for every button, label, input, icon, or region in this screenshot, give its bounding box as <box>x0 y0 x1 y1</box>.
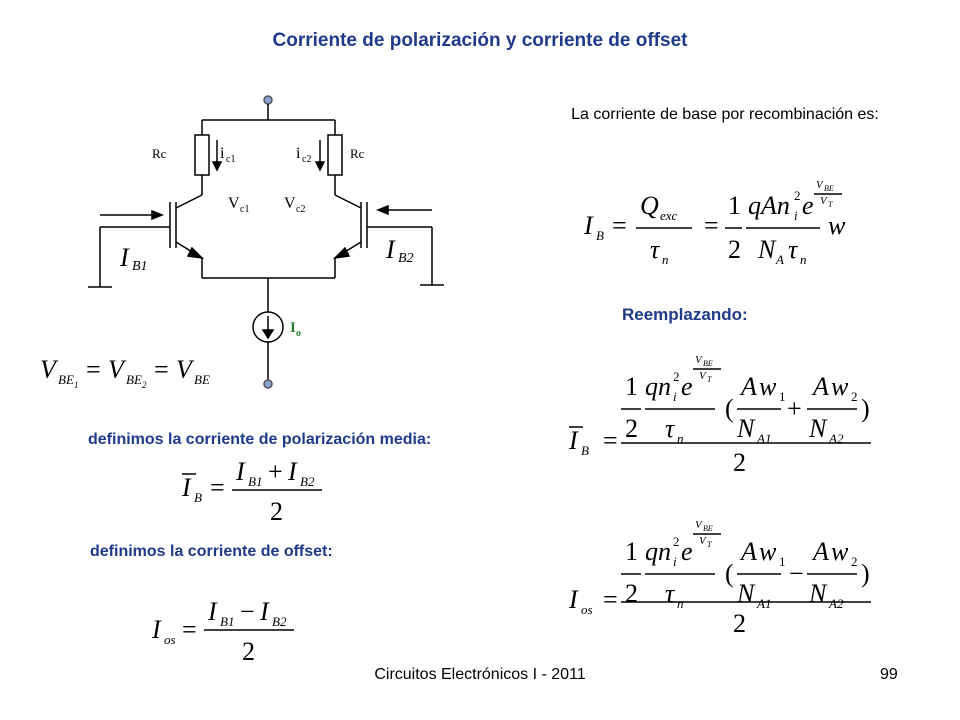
svg-text:V: V <box>699 370 706 382</box>
svg-text:i: i <box>673 554 677 569</box>
svg-text:n: n <box>662 252 669 267</box>
vc1-sub: c1 <box>240 204 250 215</box>
ib1-sub: B1 <box>132 259 148 274</box>
svg-text:N: N <box>758 235 776 264</box>
svg-text:=: = <box>210 473 225 502</box>
reemplazando-label: Reemplazando: <box>622 305 748 324</box>
svg-text:I: I <box>569 585 578 614</box>
ib-recomb-formula <box>580 172 860 268</box>
svg-text:A: A <box>813 372 829 401</box>
svg-text:1: 1 <box>625 537 638 566</box>
svg-text:V: V <box>699 535 706 547</box>
svg-text:2: 2 <box>851 389 858 404</box>
svg-text:e: e <box>681 372 693 401</box>
ib2-label: I <box>386 235 395 264</box>
svg-text:A1: A1 <box>757 431 772 446</box>
svg-text:w: w <box>831 537 849 566</box>
svg-text:2: 2 <box>625 414 638 443</box>
svg-text:2: 2 <box>673 534 680 549</box>
svg-text:2: 2 <box>673 369 680 384</box>
svg-text:2: 2 <box>728 235 741 264</box>
svg-text:=: = <box>603 426 618 455</box>
svg-text:w: w <box>831 372 849 401</box>
svg-text:N: N <box>809 579 827 608</box>
svg-text:2: 2 <box>142 380 147 390</box>
svg-text:A: A <box>741 372 757 401</box>
svg-text:V: V <box>40 355 56 384</box>
svg-text:I: I <box>236 457 245 486</box>
svg-text:): ) <box>861 559 870 588</box>
svg-text:=: = <box>154 355 169 384</box>
svg-text:qn: qn <box>645 537 671 566</box>
svg-text:BE: BE <box>824 184 834 193</box>
svg-text:Q: Q <box>640 191 659 220</box>
svg-text:A2: A2 <box>829 431 844 446</box>
vc2-sub: c2 <box>296 204 306 215</box>
svg-text:−: − <box>789 559 804 588</box>
svg-text:I: I <box>260 597 269 626</box>
svg-text:=: = <box>603 585 618 614</box>
svg-text:os: os <box>581 602 593 617</box>
ib2-sub: B2 <box>398 251 414 266</box>
svg-text:qn: qn <box>645 372 671 401</box>
ic1-sub: c1 <box>226 154 236 165</box>
svg-text:B1: B1 <box>248 474 263 489</box>
svg-text:2: 2 <box>625 579 638 608</box>
svg-text:V: V <box>816 179 823 191</box>
ios-formula <box>150 592 310 664</box>
svg-text:V: V <box>695 354 702 366</box>
footer-course: Circuitos Electrónicos I - 2011 <box>374 666 586 683</box>
svg-text:2: 2 <box>270 497 283 524</box>
svg-text:T: T <box>828 200 833 209</box>
svg-text:=: = <box>182 615 197 644</box>
vcc-terminal <box>264 96 272 104</box>
svg-text:BE: BE <box>194 372 210 387</box>
svg-text:BE: BE <box>126 372 142 387</box>
svg-text:n: n <box>800 252 807 267</box>
recomb-text: La corriente de base por recombinación es: <box>571 106 879 123</box>
svg-text:1: 1 <box>779 389 786 404</box>
svg-text:A: A <box>741 537 757 566</box>
svg-text:B: B <box>596 228 604 243</box>
svg-text:w: w <box>828 211 846 240</box>
svg-text:B: B <box>581 443 589 458</box>
svg-text:I: I <box>152 615 161 644</box>
svg-text:T: T <box>707 375 712 384</box>
svg-text:2: 2 <box>733 609 746 638</box>
svg-text:=: = <box>86 355 101 384</box>
svg-text:V: V <box>820 195 827 207</box>
svg-text:i: i <box>673 389 677 404</box>
svg-text:1: 1 <box>625 372 638 401</box>
vc2-label: V <box>284 195 296 212</box>
svg-text:I: I <box>569 426 578 455</box>
svg-text:2: 2 <box>242 637 255 664</box>
svg-text:BE: BE <box>703 524 713 533</box>
page-title: Corriente de polarización y corriente de offset <box>272 30 688 51</box>
svg-text:BE: BE <box>58 372 74 387</box>
def-offset-label: definimos la corriente de offset: <box>90 543 333 560</box>
svg-text:2: 2 <box>851 554 858 569</box>
svg-text:T: T <box>707 540 712 549</box>
ib-mean-formula <box>178 452 338 524</box>
ios-formula-full <box>565 510 875 640</box>
svg-text:V: V <box>108 355 124 384</box>
vee-terminal <box>264 380 272 388</box>
svg-text:=: = <box>704 211 719 240</box>
svg-text:2: 2 <box>794 188 801 203</box>
svg-text:τ: τ <box>650 235 660 264</box>
svg-text:): ) <box>861 394 870 423</box>
def-media-label: definimos la corriente de polarización media: <box>88 431 432 448</box>
svg-text:exc: exc <box>660 208 678 223</box>
svg-text:τ: τ <box>665 414 675 443</box>
rc-left-label: Rc <box>152 146 167 161</box>
svg-text:−: − <box>240 597 255 626</box>
svg-text:τ: τ <box>788 235 798 264</box>
rc-right-label: Rc <box>350 146 365 161</box>
ic1-label: i <box>220 145 225 162</box>
svg-text:A: A <box>813 537 829 566</box>
svg-text:V: V <box>695 519 702 531</box>
ib1-label: I <box>120 243 129 272</box>
svg-text:B: B <box>194 490 202 505</box>
io-sub: o <box>296 328 301 339</box>
svg-text:I: I <box>584 211 593 240</box>
svg-text:τ: τ <box>665 579 675 608</box>
svg-text:BE: BE <box>703 359 713 368</box>
svg-text:A1: A1 <box>757 596 772 611</box>
svg-text:2: 2 <box>733 448 746 475</box>
svg-text:1: 1 <box>728 191 741 220</box>
svg-text:I: I <box>182 473 191 502</box>
vbe-equation <box>38 348 238 390</box>
svg-text:i: i <box>794 208 798 223</box>
svg-text:n: n <box>677 596 684 611</box>
svg-text:(: ( <box>725 559 734 588</box>
io-label: I <box>290 320 296 336</box>
svg-text:qAn: qAn <box>748 191 790 220</box>
svg-text:+: + <box>268 457 283 486</box>
rc-right-resistor <box>328 135 342 175</box>
ib-mean-formula-full <box>565 345 875 475</box>
svg-text:A2: A2 <box>829 596 844 611</box>
svg-text:n: n <box>677 431 684 446</box>
svg-text:A: A <box>776 252 784 267</box>
svg-text:e: e <box>681 537 693 566</box>
svg-text:+: + <box>787 394 802 423</box>
svg-text:=: = <box>612 211 627 240</box>
svg-text:V: V <box>176 355 192 384</box>
svg-text:(: ( <box>725 394 734 423</box>
svg-text:B1: B1 <box>220 614 235 629</box>
svg-text:os: os <box>164 632 176 647</box>
svg-text:N: N <box>737 579 755 608</box>
svg-text:N: N <box>737 414 755 443</box>
ic2-label: i <box>296 145 301 162</box>
vc1-label: V <box>228 195 240 212</box>
svg-text:w: w <box>759 537 777 566</box>
rc-left-resistor <box>195 135 209 175</box>
svg-text:w: w <box>759 372 777 401</box>
ic2-sub: c2 <box>302 154 312 165</box>
svg-text:B2: B2 <box>272 614 287 629</box>
svg-text:1: 1 <box>779 554 786 569</box>
svg-text:e: e <box>802 191 814 220</box>
svg-text:B2: B2 <box>300 474 315 489</box>
svg-text:1: 1 <box>74 380 79 390</box>
svg-text:I: I <box>208 597 217 626</box>
page-number: 99 <box>880 666 898 683</box>
svg-text:N: N <box>809 414 827 443</box>
svg-text:I: I <box>288 457 297 486</box>
